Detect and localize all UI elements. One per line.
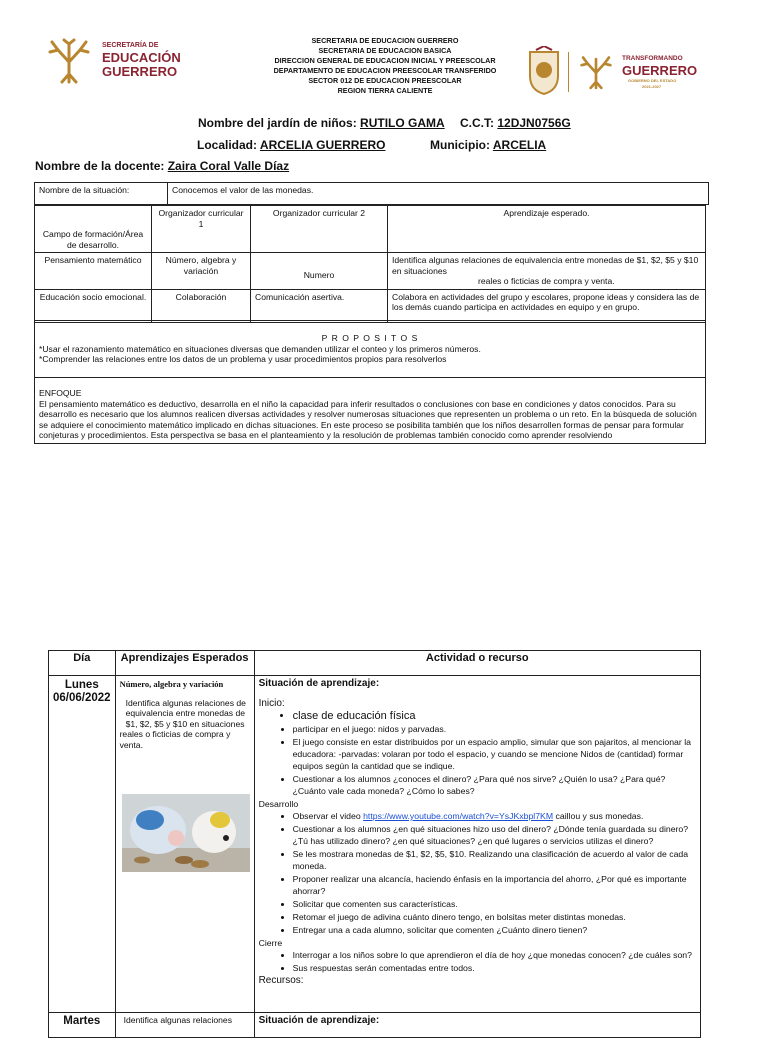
- situacion-table: [34, 182, 709, 205]
- institution-header: [240, 36, 530, 96]
- aprendizaje-cell: [388, 253, 706, 290]
- situacion-value: Conocemos el valor de las monedas.: [168, 183, 709, 205]
- aprendizaje-header: Aprendizaje esperado.: [388, 206, 706, 253]
- dia-cell: Martes: [49, 1013, 116, 1038]
- plan-table: [48, 650, 701, 1038]
- inicio-list: [259, 710, 696, 797]
- list-item: • Solicitar que comenten sus características.: [293, 898, 696, 910]
- situacion-title: Situación de aprendizaje:: [254, 1013, 700, 1038]
- campo-cell: Pensamiento matemático: [35, 253, 152, 290]
- campo-cell: Educación socio emocional.: [35, 289, 152, 322]
- list-item: • Cuestionar a los alumnos ¿conoces el dinero? ¿Para qué nos sirve? ¿Quién lo usa? ¿Para qué? ¿Cuánto vale cada moneda? ¿Cómo lo sabes?: [293, 773, 696, 797]
- cct-label: C.C.T:: [460, 116, 494, 130]
- list-item: [293, 810, 696, 822]
- jardin-value: RUTILO GAMA: [360, 116, 445, 130]
- ae-title: Número, algebra y variación: [119, 679, 224, 689]
- ae-text: Identifica algunas relaciones de equivalencia entre monedas de $1, $2, $5 y $10 en situaciones: [125, 697, 246, 729]
- municipio-label: Municipio:: [430, 138, 490, 152]
- logo-left-line2: GUERRERO: [102, 64, 178, 79]
- org2-header: Organizador curricular 2: [251, 206, 388, 253]
- piggy-bank-image: [122, 794, 250, 872]
- list-item: • Retomar el juego de adivina cuánto dinero tengo, en bolsitas meter distintas monedas.: [293, 911, 696, 923]
- desarrollo-list: [259, 810, 696, 936]
- dia-cell: Lunes 06/06/2022: [49, 676, 116, 1013]
- logo-right-sub2: 2021-2027: [642, 84, 662, 89]
- video-link[interactable]: https://www.youtube.com/watch?v=YsJKxbpl7KM: [363, 811, 554, 821]
- actividad-cell: [254, 676, 700, 1013]
- org1-cell: Colaboración: [152, 289, 251, 322]
- situacion-title: Situación de aprendizaje:: [258, 678, 380, 689]
- enfoque-title: ENFOQUE: [39, 388, 82, 398]
- list-item: • Sus respuestas serán comentadas entre todos.: [293, 962, 696, 974]
- actividad-header: Actividad o recurso: [254, 651, 700, 676]
- tree-logo-icon: [574, 50, 618, 94]
- localidad-label: Localidad:: [197, 138, 258, 152]
- sep-guerrero-logo: [40, 38, 190, 84]
- video-post: caillou y sus monedas.: [555, 811, 644, 821]
- aprendizajes-header: Aprendizajes Esperados: [115, 651, 254, 676]
- list-item: • Proponer realizar una alcancía, haciendo énfasis en la importancia del ahorro, ¿Por qué es importante ahorrar?: [293, 873, 696, 897]
- header-line: DEPARTAMENTO DE EDUCACION PREESCOLAR TRANSFERIDO: [273, 66, 497, 75]
- cierre-list: [259, 949, 696, 974]
- situacion-label: Nombre de la situación:: [35, 183, 168, 205]
- list-item: • Interrogar a los niños sobre lo que aprendieron el día de hoy ¿que monedas conocen? ¿de cuáles son?: [293, 949, 696, 961]
- municipio-value: ARCELIA: [492, 138, 547, 152]
- logo-right-sub1: GOBIERNO DEL ESTADO: [628, 78, 677, 83]
- aprendizaje-text: Identifica algunas relaciones de equivalencia entre monedas de $1, $2, $5 y $10 en situaciones: [392, 255, 699, 276]
- logo-left-line1: EDUCACIÓN: [102, 50, 181, 65]
- localidad-row: [197, 138, 385, 152]
- proposito-item: *Usar el razonamiento matemático en situaciones diversas que demanden utilizar el conteo y los primeros números.: [39, 343, 481, 354]
- header-line: DIRECCION GENERAL DE EDUCACION INICIAL Y PREESCOLAR: [274, 56, 496, 65]
- logo-divider: [568, 52, 569, 92]
- aprendizaje-text-2: reales o ficticias de compra y venta.: [478, 276, 615, 286]
- header-line: SECTOR 012 DE EDUCACION PREESCOLAR: [308, 76, 462, 85]
- logo-right-small: TRANSFORMANDO: [622, 55, 683, 62]
- org1-cell: Número, algebra y variación: [152, 253, 251, 290]
- municipio-row: [430, 138, 546, 152]
- desarrollo-label: Desarrollo: [258, 799, 299, 809]
- localidad-value: ARCELIA GUERRERO: [259, 138, 386, 152]
- jardin-label: Nombre del jardín de niños:: [198, 116, 357, 130]
- aprendizaje-cell: Colabora en actividades del grupo y escolares, propone ideas y considera las de los demás cuando participa en actividades en equipo y en grupo.: [388, 289, 706, 322]
- list-item: • Cuestionar a los alumnos ¿en qué situaciones hizo uso del dinero? ¿Dónde tenía guardada su dinero? ¿Tú has utilizado dinero? ¿en qué situaciones? ¿en qué lugares o servicios utilizas el dinero?: [293, 823, 696, 847]
- dia-header: Día: [49, 651, 116, 676]
- header-line: SECRETARIA DE EDUCACION BASICA: [318, 46, 452, 55]
- cct-value: 12DJN0756G: [497, 116, 571, 130]
- list-item: • Entregar una a cada alumno, solicitar que comenten ¿Cuánto dinero tienen?: [293, 924, 696, 936]
- logo-left-small: SECRETARÍA DE: [102, 42, 159, 49]
- docente-row: [35, 159, 289, 173]
- docente-label: Nombre de la docente:: [35, 159, 165, 173]
- logo-right-big: GUERRERO: [622, 63, 698, 78]
- recursos-label: Recursos:: [258, 975, 304, 986]
- cct-row: [460, 116, 571, 130]
- propositos-cell: [35, 321, 706, 378]
- aprendizajes-cell: [115, 676, 254, 1013]
- proposito-item: *Comprender las relaciones entre los datos de un problema y usar procedimientos propios para resolverlos: [39, 354, 447, 364]
- tree-logo-icon: [40, 38, 98, 84]
- enfoque-text: El pensamiento matemático es deductivo, desarrolla en el niño la capacidad para inferir resultados o conclusiones con base en condiciones y datos conocidos. Para su desarrollo es necesario que los alumnos realicen diversas actividades y resolver numerosas situaciones que representen un problema o un reto. En la búsqueda de solución se adquiere el conocimiento matemático implicado en dichas situaciones. En este proceso se posibilita también que los niños desarrollen formas de pensar para formular conjeturas y procedimientos. Esta perspectiva se basa en el planteamiento y la resolución de problemas también conocido como aprender resolviendo: [39, 398, 697, 440]
- ae-cell: Identifica algunas relaciones: [115, 1013, 254, 1038]
- jardin-row: [198, 116, 445, 130]
- header-line: REGION TIERRA CALIENTE: [337, 86, 433, 95]
- video-pre: Observar el video: [292, 811, 361, 821]
- list-item: • clase de educación física: [293, 710, 696, 722]
- list-item: • El juego consiste en estar distribuidos por un espacio amplio, simular que son pajaritos, al mencionar la educadora: -parvadas: volaran por todo el espacio, y cuando se mencione Nidos de (cantidad) formar equipos según la cantidad que se indique.: [293, 736, 696, 772]
- enfoque-cell: [35, 378, 706, 444]
- state-seal-icon: [524, 46, 564, 96]
- list-item: • Se les mostrara monedas de $1, $2, $5, $10. Realizando una clasificación de acuerdo al valor de cada moneda.: [293, 848, 696, 872]
- inicio-label: Inicio:: [258, 698, 285, 709]
- docente-value: Zaira Coral Valle Díaz: [167, 159, 290, 173]
- org2-cell: Comunicación asertiva.: [251, 289, 388, 322]
- header-line: SECRETARIA DE EDUCACION GUERRERO: [311, 36, 459, 45]
- gobierno-guerrero-logo: [524, 46, 704, 100]
- curricular-table: [34, 205, 706, 323]
- ae-text-2: reales o ficticias de compra y venta.: [119, 729, 231, 750]
- campo-header: Campo de formación/Área de desarrollo.: [35, 206, 152, 253]
- cierre-label: Cierre: [258, 938, 283, 948]
- propositos-title: P R O P O S I T O S: [321, 333, 419, 343]
- list-item: • participar en el juego: nidos y parvadas.: [293, 723, 696, 735]
- org1-header: Organizador curricular 1: [152, 206, 251, 253]
- propositos-table: [34, 320, 706, 444]
- org2-cell: Numero: [251, 253, 388, 290]
